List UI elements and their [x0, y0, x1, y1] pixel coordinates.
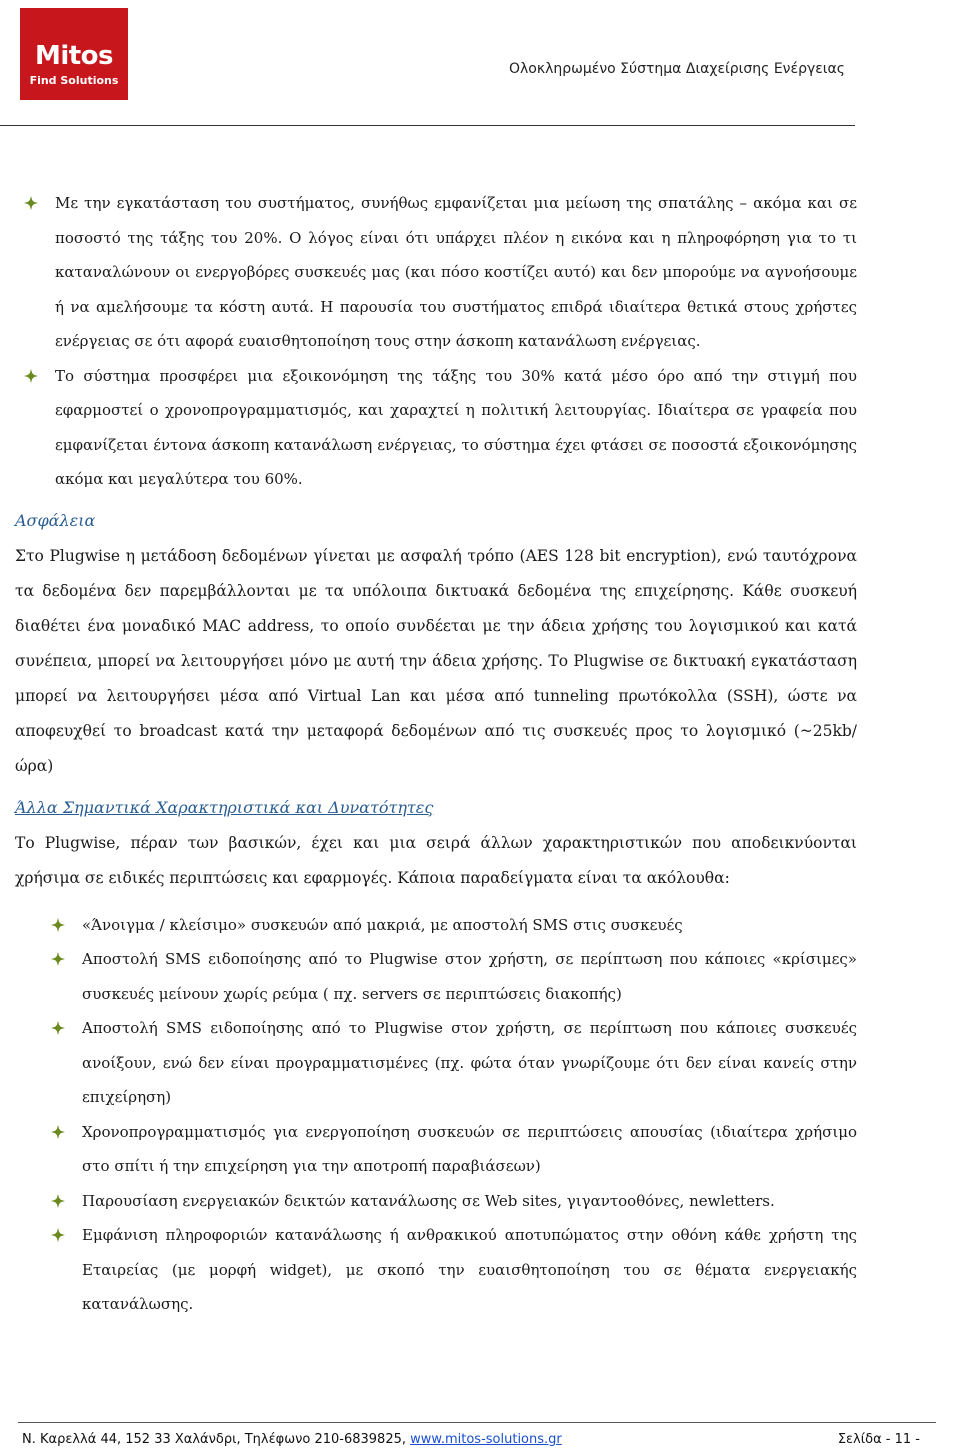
bullet-icon [50, 917, 66, 933]
feature-item [82, 1011, 857, 1115]
footer-contact [22, 1432, 562, 1447]
bullet-icon [23, 368, 39, 384]
header-divider [0, 125, 855, 126]
feature-item-text: Παρουσίαση ενεργειακών δεικτών κατανάλωσης σε Web sites, γιγαντοοθόνες, newletters. [82, 1191, 775, 1210]
logo-name: Mitos [34, 41, 114, 71]
security-paragraph: Στο Plugwise η μετάδοση δεδομένων γίνεται με ασφαλή τρόπο (AES 128 bit encryption), ενώ ταυτόχρονα τα δεδομένα δεν παρεμβάλλονται με τα υπόλοιπα δικτυακά δεδομένα της επιχείρησης. Κάθε συσκευή διαθέτει ένα μοναδικό MAC address, το οποίο συνδέεται με την άδεια χρήσης του λογισμικού και κατά συνέπεια, μπορεί να λειτουργήσει μόνο με αυτή την άδεια χρήσης. Το Plugwise σε δικτυακή εγκατάσταση μπορεί να λειτουργήσει μέσα από Virtual Lan και μέσα από tunneling πρωτόκολλα (SSH), ώστε να αποφευχθεί το broadcast κατά την μεταφορά δεδομένων από τις συσκευές προς το λογισμικό (~25kb/ώρα) [15, 546, 857, 775]
intro-bullet-text: Το σύστημα προσφέρει μια εξοικονόμηση της τάξης του 30% κατά μέσο όρο από την στιγμή που εφαρμοστεί ο χρονοπρογραμματισμός, και χαραχτεί η πολιτική λειτουργίας. Ιδιαίτερα σε γραφεία που εμφανίζεται έντονα άσκοπη κατανάλωση ενέργειας, το σύστημα έχει φτάσει σε ποσοστά εξοικονόμησης ακόμα και μεγαλύτερα του 60%. [55, 366, 857, 488]
feature-item [82, 942, 857, 1011]
intro-bullet-2 [55, 359, 857, 497]
header-title: Ολοκληρωμένο Σύστημα Διαχείρισης Ενέργειας [508, 61, 845, 77]
security-heading: Ασφάλεια [15, 510, 96, 530]
page-content [0, 186, 960, 1322]
mitos-logo [20, 8, 128, 100]
page-number: Σελίδα - 11 - [837, 1432, 920, 1447]
feature-item [82, 1218, 857, 1322]
bullet-icon [50, 1020, 66, 1036]
page-header [0, 0, 960, 130]
bullet-icon [50, 1227, 66, 1243]
feature-item [82, 1184, 857, 1219]
page-footer [22, 1432, 920, 1447]
bullet-icon [50, 951, 66, 967]
feature-item [82, 1115, 857, 1184]
feature-item-text: Χρονοπρογραμματισμός για ενεργοποίηση συσκευών σε περιπτώσεις απουσίας (ιδιαίτερα χρήσιμο στο σπίτι ή την επιχείρηση για την αποτροπή παραβιάσεων) [82, 1122, 857, 1175]
feature-item [82, 908, 857, 943]
feature-item-text: Αποστολή SMS ειδοποίησης από το Plugwise στον χρήστη, σε περίπτωση που κάποιες συσκευές ανοίξουν, ενώ δεν είναι προγραμματισμένες (πχ. φώτα όταν γνωρίζουμε ότι δεν είναι κανείς στην επιχείρηση) [82, 1019, 857, 1106]
logo-tagline: Find Solutions [29, 74, 119, 87]
feature-item-text: Εμφάνιση πληροφοριών κατανάλωσης ή ανθρακικού αποτυπώματος στην οθόνη κάθε χρήστη της Εταιρείας (με μορφή widget), με σκοπό την ευαισθητοποίηση του σε θέματα ενεργειακής κατανάλωσης. [82, 1226, 857, 1313]
features-heading: Άλλα Σημαντικά Χαρακτηριστικά και Δυνατότητες [15, 797, 434, 817]
bullet-icon [50, 1193, 66, 1209]
feature-item-text: «Άνοιγμα / κλείσιμο» συσκευών από μακριά, με αποστολή SMS στις συσκευές [82, 915, 683, 934]
bullet-icon [23, 195, 39, 211]
footer-divider [18, 1422, 936, 1423]
intro-bullet-text: Με την εγκατάσταση του συστήματος, συνήθως εμφανίζεται μια μείωση της σπατάλης – ακόμα και σε ποσοστό της τάξης του 20%. Ο λόγος είναι ότι υπάρχει πλέον η εικόνα και η πληροφόρηση για το τι καταναλώνουν οι ενεργοβόρες συσκευές μας (και πόσο κοστίζει αυτό) και δεν μπορούμε να αγνοήσουμε ή να αμελήσουμε τα κόστη αυτά. Η παρουσία του συστήματος επιδρά ιδιαίτερα θετικά στους χρήστες ενέργειας σε ότι αφορά ευαισθητοποίηση τους στην άσκοπη κατανάλωση ενέργειας. [55, 194, 857, 350]
bullet-icon [50, 1124, 66, 1140]
website-link[interactable]: www.mitos-solutions.gr [410, 1432, 562, 1447]
feature-item-text: Αποστολή SMS ειδοποίησης από το Plugwise στον χρήστη, σε περίπτωση που κάποιες «κρίσιμες» συσκευές μείνουν χωρίς ρεύμα ( πχ. servers σε περιπτώσεις διακοπής) [82, 950, 857, 1003]
intro-bullet-1 [55, 186, 857, 359]
footer-address: Ν. Καρελλά 44, 152 33 Χαλάνδρι, Τηλέφωνο 210-6839825, [22, 1432, 406, 1447]
features-intro: Το Plugwise, πέραν των βασικών, έχει και μια σειρά άλλων χαρακτηριστικών που αποδεικνύονται χρήσιμα σε ειδικές περιπτώσεις και εφαρμογές. Κάποια παραδείγματα είναι τα ακόλουθα: [15, 833, 857, 887]
